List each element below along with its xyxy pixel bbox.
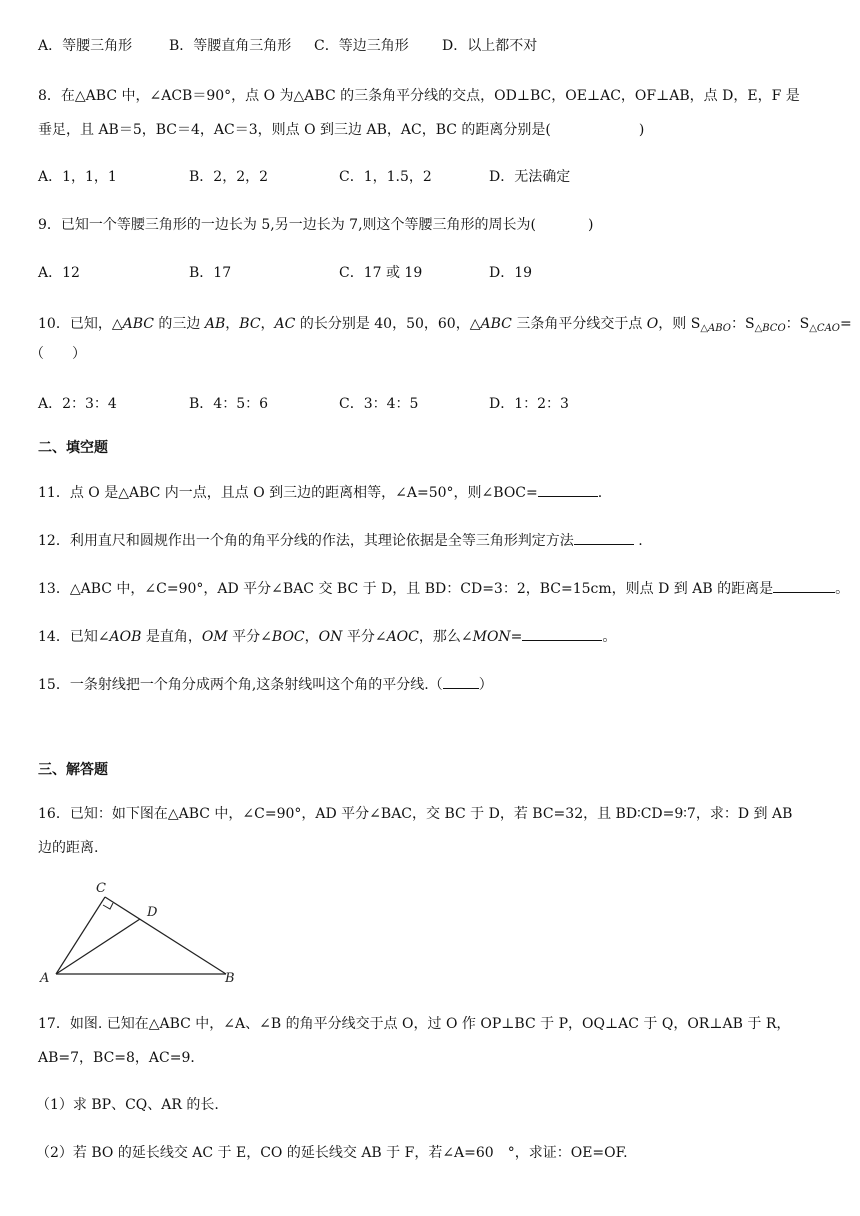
q9-stem: [38, 215, 593, 235]
bisector-ad: [56, 919, 140, 974]
q14-ray-on: ON: [318, 629, 343, 645]
label-c: C: [96, 881, 106, 896]
q14-angle-boc: BOC: [271, 629, 305, 645]
q7-options: [38, 36, 818, 56]
q14-angle-mon: MON: [472, 629, 511, 645]
section-heading-solutions: 三、解答题: [38, 762, 108, 778]
q14-text-3: 平分∠: [227, 629, 272, 645]
q10-text-4: 三条角平分线交于点: [511, 316, 647, 332]
q8-option-d: D．无法确定: [489, 169, 571, 185]
side-cb: [105, 897, 226, 974]
q11-text: 11．点 O 是△ABC 内一点，且点 O 到三边的距离相等，∠A=50°，则∠BOC=: [38, 485, 538, 501]
q9-option-d: D．19: [489, 265, 533, 281]
q10-area-abo: △ABO: [700, 323, 731, 334]
q13: [38, 578, 849, 599]
q14-ray-om: OM: [201, 629, 228, 645]
q13-text: 13．△ABC 中，∠C=90°，AD 平分∠BAC 交 BC 于 D，且 BD：CD=3：2，BC=15cm，则点 D 到 AB 的距离是: [38, 581, 774, 597]
q9-option-a: A．12: [38, 265, 80, 281]
q7-option-c: C．等边三角形: [314, 38, 409, 54]
q9-option-b: B．17: [189, 265, 232, 281]
q7-option-d: D．以上都不对: [442, 38, 538, 54]
q8-option-c: C．1，1.5，2: [339, 169, 432, 185]
q9-options: [38, 263, 818, 283]
q15-text: 15．一条射线把一个角分成两个角,这条射线叫这个角的平分线.（: [38, 677, 443, 693]
q8-option-b: B．2，2，2: [189, 169, 269, 185]
q8-option-a: A．1，1，1: [38, 169, 117, 185]
q10-colon-2: ：S: [785, 316, 810, 332]
q10-point-o: O: [646, 316, 659, 332]
q14-text-5: 平分∠: [342, 629, 387, 645]
q12: [38, 530, 643, 551]
q8-options: [38, 167, 818, 187]
q10-text-2: 的三边: [153, 316, 205, 332]
q10-option-c: C．3：4：5: [339, 396, 419, 412]
q14-angle-aob: AOB: [109, 629, 142, 645]
q14: [38, 626, 616, 647]
q15: [38, 674, 493, 695]
q10-options: [38, 394, 818, 414]
q11: [38, 482, 602, 503]
q10-ac: AC: [274, 316, 296, 332]
q12-period: .: [633, 533, 643, 549]
q15-answer-blank[interactable]: [443, 674, 479, 689]
q10-bc: BC: [239, 316, 261, 332]
q17-stem-line1: 17．如图. 已知在△ABC 中，∠A、∠B 的角平分线交于点 O，过 O 作 OP⊥BC 于 P，OQ⊥AC 于 Q，OR⊥AB 于 R，: [38, 1016, 791, 1032]
q10-text-5: ，则 S: [658, 316, 701, 332]
q16-triangle-figure: [30, 872, 250, 990]
q11-answer-blank[interactable]: [538, 482, 598, 497]
q10-abc-1: ABC: [122, 316, 154, 332]
q10-stem-line1: [38, 314, 852, 339]
right-angle-mark: [103, 903, 113, 909]
q14-period: 。: [602, 629, 617, 645]
q17-part-1: （1）求 BP、CQ、AR 的长.: [36, 1097, 219, 1113]
q14-equals: =: [510, 629, 523, 645]
q8-stem-line2: [38, 120, 644, 140]
q9-paren-close: ): [587, 217, 594, 233]
q10-option-d: D．1：2：3: [489, 396, 569, 412]
section-heading-fill-in: 二、填空题: [38, 440, 108, 456]
q9-option-c: C．17 或 19: [339, 265, 423, 281]
q10-equals: =: [840, 316, 852, 332]
side-ac: [56, 897, 105, 974]
q10-comma-1: ，: [225, 316, 240, 332]
q17-stem-line2: AB=7，BC=8，AC=9．: [38, 1050, 205, 1066]
q13-answer-blank[interactable]: [773, 578, 835, 593]
q8-stem-line1: 8．在△ABC 中，∠ACB＝90°，点 O 为△ABC 的三条角平分线的交点，OD⊥BC，OE⊥AC，OF⊥AB，点 D，E，F 是: [38, 88, 800, 104]
q14-text-6: ，那么∠: [418, 629, 473, 645]
q17-part-2: （2）若 BO 的延长线交 AC 于 E，CO 的延长线交 AB 于 F，若∠A=60 °，求证：OE=OF.: [36, 1145, 628, 1161]
q7-option-b: B．等腰直角三角形: [169, 38, 292, 54]
q10-comma-2: ，: [260, 316, 275, 332]
q15-paren-close: ）: [478, 677, 493, 693]
q10-area-cao: △CAO: [809, 323, 840, 334]
q10-abc-2: ABC: [480, 316, 512, 332]
q10-ab: AB: [204, 316, 226, 332]
q16-stem-line1: 16．已知：如下图在△ABC 中，∠C=90°，AD 平分∠BAC，交 BC 于 D，若 BC=32，且 BD∶CD=9∶7，求：D 到 AB: [38, 806, 793, 822]
q8-stem-text: 垂足，且 AB＝5，BC＝4，AC＝3，则点 O 到三边 AB，AC，BC 的距离分别是(: [38, 122, 551, 138]
q14-text-2: 是直角，: [141, 629, 202, 645]
label-d: D: [147, 905, 158, 920]
q12-answer-blank[interactable]: [574, 530, 634, 545]
q10-text-1: 10．已知，△: [38, 316, 123, 332]
q11-period: .: [597, 485, 603, 501]
q10-text-3: 的长分别是 40，50，60，△: [295, 316, 481, 332]
q10-option-a: A．2：3：4: [38, 396, 117, 412]
q12-text: 12．利用直尺和圆规作出一个角的角平分线的作法，其理论依据是全等三角形判定方法: [38, 533, 574, 549]
q14-text-4: ，: [304, 629, 319, 645]
q16-stem-line2: 边的距离.: [38, 840, 99, 856]
q9-stem-text: 9．已知一个等腰三角形的一边长为 5,另一边长为 7,则这个等腰三角形的周长为(: [38, 217, 536, 233]
q13-period: 。: [835, 581, 850, 597]
label-b: B: [225, 971, 235, 986]
q10-paren: （ ）: [30, 346, 86, 362]
q14-angle-aoc: AOC: [386, 629, 419, 645]
q10-option-b: B．4：5：6: [189, 396, 269, 412]
q7-option-a: A．等腰三角形: [38, 38, 133, 54]
label-a: A: [40, 971, 50, 986]
q14-text-1: 14．已知∠: [38, 629, 110, 645]
q14-answer-blank[interactable]: [522, 626, 602, 641]
q8-paren-close: ): [638, 122, 645, 138]
q10-colon-1: ：S: [730, 316, 755, 332]
q10-area-bco: △BCO: [754, 323, 786, 334]
